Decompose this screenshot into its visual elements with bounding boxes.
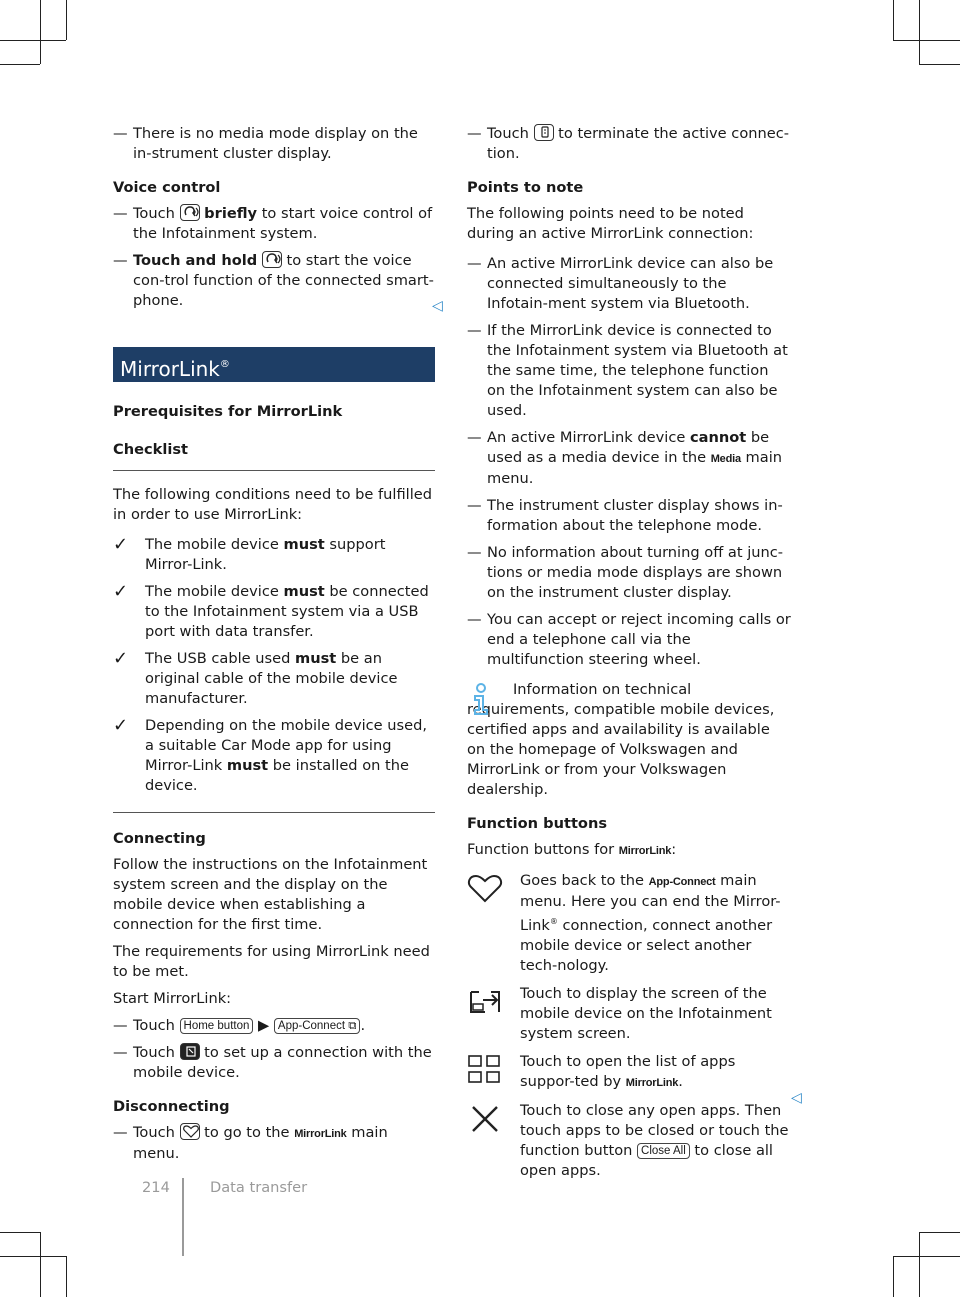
start-step-1: — Touch Home button ▶ App-Connect ⧉ . — [113, 1016, 435, 1036]
crop-mark — [0, 1256, 66, 1257]
crop-mark — [0, 1232, 40, 1233]
crop-mark — [893, 40, 960, 41]
crop-mark — [40, 0, 41, 64]
banner-title: MirrorLink — [120, 357, 220, 381]
voice-item-brief: — Touch briefly to start voice control of the Infotainment system. — [113, 204, 435, 244]
registered-mark: ® — [219, 359, 230, 370]
close-all-button[interactable]: Close All — [637, 1143, 690, 1159]
point-item: — No information about turning off at junc-tions or media mode displays are shown on the instrument cluster display. — [467, 543, 791, 603]
mirrorlink-connect-icon[interactable] — [180, 1043, 200, 1060]
crop-mark — [66, 0, 67, 40]
point-item: — The instrument cluster display shows in-formation about the telephone mode. — [467, 496, 791, 536]
checklist-end-rule — [113, 812, 435, 813]
connecting-paragraph: Follow the instructions on the Infotainment system screen and the display on the mobile device when establishing a connection for the first time. — [113, 856, 428, 933]
terminate-step: — Touch to terminate the active connec-tion. — [467, 124, 791, 164]
start-mirrorlink-label: Start MirrorLink: — [113, 990, 232, 1007]
start-step-2: — Touch to set up a connection with the mobile device. — [113, 1043, 435, 1083]
voice-icon — [180, 204, 200, 221]
checklist-item: ✓ The mobile device must be connected to the Infotainment system via a USB port with data transfer. — [113, 582, 435, 642]
prerequisites-heading: Prerequisites for MirrorLink — [113, 403, 343, 420]
disconnect-step: — Touch to go to the MirrorLink main menu. — [113, 1123, 435, 1164]
crop-mark — [919, 1232, 920, 1297]
function-item-back: Goes back to the App-Connect main menu. Here you can end the Mirror-Link® connection, connect another mobile device or select another tech-nology. — [467, 871, 791, 976]
crop-mark — [893, 1256, 960, 1257]
points-heading: Points to note — [467, 179, 584, 196]
right-column — [467, 124, 791, 1189]
points-intro: The following points need to be noted during an active MirrorLink connection: — [467, 205, 754, 242]
continue-arrow-icon: ◁ — [791, 1090, 802, 1106]
info-note — [467, 680, 791, 800]
crop-mark — [0, 64, 40, 65]
voice-control-heading: Voice control — [113, 179, 221, 196]
phone-connect-icon: ⧉ — [348, 1020, 357, 1032]
screen-mirror-icon[interactable] — [467, 986, 503, 1018]
crop-mark — [893, 1256, 894, 1297]
heart-icon[interactable] — [180, 1123, 200, 1140]
point-item: — If the MirrorLink device is connected to the Infotainment system via Bluetooth at the same time, the telephone function on the Infotainment system can also be used. — [467, 321, 791, 421]
section-title: Data transfer — [210, 1179, 308, 1196]
crop-mark — [0, 40, 66, 41]
voice-item-hold: — Touch and hold to start the voice con-trol function of the connected smart-phone. — [113, 251, 435, 311]
checklist-item: ✓ The mobile device must support Mirror-Link. — [113, 535, 435, 575]
function-buttons-intro: Function buttons for MirrorLink: — [467, 841, 677, 858]
connecting-paragraph: The requirements for using MirrorLink need to be met. — [113, 943, 430, 980]
mirrorlink-banner — [113, 347, 435, 382]
heart-icon[interactable] — [467, 873, 503, 905]
checklist-item: ✓ Depending on the mobile device used, a suitable Car Mode app for using Mirror-Link must be installed on the device. — [113, 716, 435, 796]
voice-icon — [262, 251, 282, 268]
page-number: 214 — [142, 1179, 170, 1196]
function-item-display: Touch to display the screen of the mobile device on the Infotainment system screen. — [467, 984, 791, 1044]
intro-dash-item: — There is no media mode display on the in-strument cluster display. — [113, 124, 435, 164]
info-icon — [467, 682, 495, 716]
checklist-intro: The following conditions need to be fulfilled in order to use MirrorLink: — [113, 486, 433, 523]
continue-arrow-icon: ◁ — [432, 298, 443, 314]
info-note-text: Information on technical requirements, compatible mobile devices, certified apps and availability is available on the homepage of Volkswagen and MirrorLink or from your Volkswagen dealership. — [467, 681, 775, 798]
checklist-heading: Checklist — [113, 441, 189, 458]
home-button[interactable]: Home button — [180, 1018, 254, 1034]
point-item: — An active MirrorLink device can also be connected simultaneously to the Infotain-ment system via Bluetooth. — [467, 254, 791, 314]
arrow-right-icon: ▶ — [258, 1017, 270, 1034]
disconnect-icon[interactable] — [534, 124, 554, 141]
connecting-heading: Connecting — [113, 830, 206, 847]
close-icon[interactable] — [467, 1103, 503, 1135]
app-connect-button[interactable]: App-Connect ⧉ — [274, 1018, 361, 1034]
crop-mark — [66, 1256, 67, 1297]
function-buttons-heading: Function buttons — [467, 815, 608, 832]
checklist-item: ✓ The USB cable used must be an original cable of the mobile device manufacturer. — [113, 649, 435, 709]
crop-mark — [919, 1232, 960, 1233]
footer-divider — [182, 1178, 184, 1256]
crop-mark — [919, 64, 960, 65]
checklist-rule — [113, 470, 435, 471]
point-item: — You can accept or reject incoming calls or end a telephone call via the multifunction steering wheel. — [467, 610, 791, 670]
crop-mark — [919, 0, 920, 64]
function-item-apps: Touch to open the list of apps suppor-ted by MirrorLink. — [467, 1052, 791, 1093]
apps-grid-icon[interactable] — [467, 1054, 503, 1086]
crop-mark — [40, 1232, 41, 1297]
point-item: — An active MirrorLink device cannot be used as a media device in the Media main menu. — [467, 428, 791, 489]
crop-mark — [893, 0, 894, 40]
disconnecting-heading: Disconnecting — [113, 1098, 230, 1115]
left-column — [113, 124, 435, 1171]
function-item-close: Touch to close any open apps. Then touch apps to be closed or touch the function button Close All to close all open apps. — [467, 1101, 791, 1181]
